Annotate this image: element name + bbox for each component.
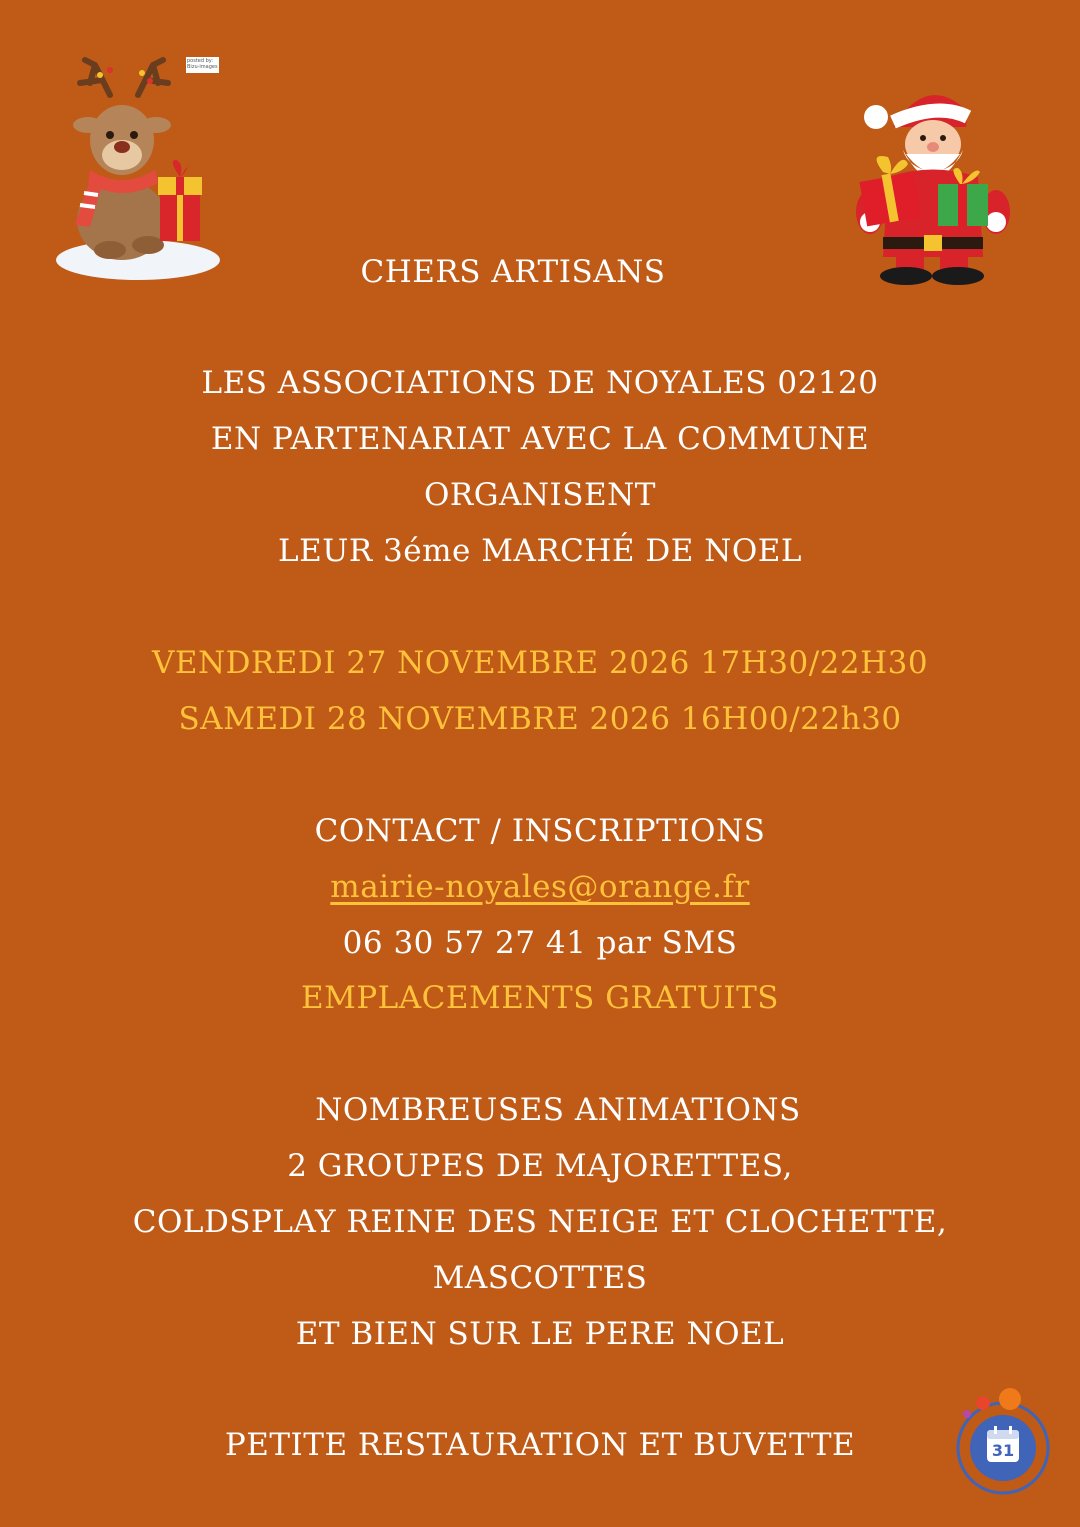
badge-dot-purple [963,1410,971,1418]
reindeer-illustration [50,55,225,285]
free-spots: EMPLACEMENTS GRATUITS [300,980,780,1016]
animations-line-2: 2 GROUPES DE MAJORETTES, [287,1148,793,1184]
watermark-tag: posted by: Bizu-images [186,57,219,73]
intro-line-3: ORGANISENT [424,477,656,513]
animations-line-3: COLDSPLAY REINE DES NEIGE ET CLOCHETTE, [132,1204,948,1240]
food-line: PETITE RESTAURATION ET BUVETTE [224,1427,856,1463]
contact-email-link[interactable]: mairie-noyales@orange.fr [330,869,750,905]
animations-line-5: ET BIEN SUR LE PERE NOEL [295,1316,785,1352]
contact-heading: CONTACT / INSCRIPTIONS [314,813,766,849]
date-saturday: SAMEDI 28 NOVEMBRE 2026 16H00/22h30 [178,701,902,737]
contact-email-row [0,869,1080,905]
intro-line-1: LES ASSOCIATIONS DE NOYALES 02120 [201,365,879,401]
calendar-day: 31 [991,1441,1015,1460]
intro-line-4: LEUR 3éme MARCHÉ DE NOEL [278,533,802,569]
badge-dot-red [976,1396,990,1410]
greeting-title: CHERS ARTISANS [360,254,666,290]
badge-dot-orange [999,1388,1021,1410]
animations-line-1: NOMBREUSES ANIMATIONS [315,1092,801,1128]
contact-phone: 06 30 57 27 41 par SMS [342,925,738,961]
calendar-badge[interactable] [955,1400,1051,1496]
date-friday: VENDREDI 27 NOVEMBRE 2026 17H30/22H30 [151,645,929,681]
intro-line-2: EN PARTENARIAT AVEC LA COMMUNE [210,421,870,457]
animations-line-4: MASCOTTES [432,1260,648,1296]
